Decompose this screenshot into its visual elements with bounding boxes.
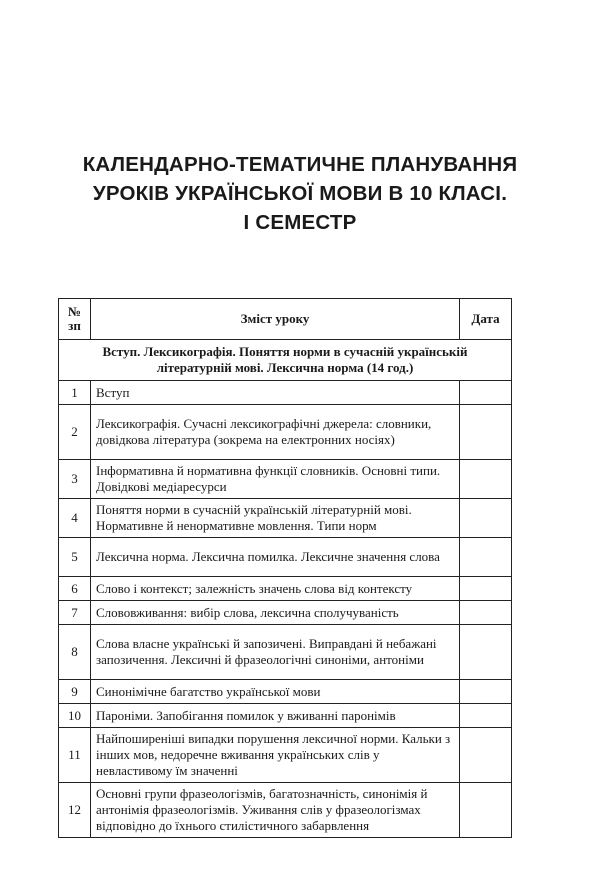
table-row (59, 460, 512, 499)
row-date (460, 381, 512, 405)
section-title: Вступ. Лексикографія. Поняття норми в сучасній українській літературній мові. Лексична норма (14 год.) (59, 340, 512, 381)
row-number: 7 (59, 601, 91, 625)
title-line-3: І СЕМЕСТР (243, 211, 357, 234)
table-row (59, 601, 512, 625)
row-number: 9 (59, 680, 91, 704)
table-row (59, 728, 512, 783)
table-row (59, 680, 512, 704)
row-content: Найпоширеніші випадки порушення лексичної норми. Кальки з інших мов, недоречне вживання українських слів у невластивому їм значенні (91, 728, 460, 783)
row-content: Лексична норма. Лексична помилка. Лексичне значення слова (91, 538, 460, 577)
title-line-1: КАЛЕНДАРНО-ТЕМАТИЧНЕ ПЛАНУВАННЯ (82, 153, 518, 176)
table-header-row (59, 299, 512, 340)
table-row (59, 577, 512, 601)
row-number: 10 (59, 704, 91, 728)
row-content: Слововживання: вибір слова, лексична сполучуваність (91, 601, 460, 625)
page-title (0, 150, 600, 237)
row-content: Інформативна й нормативна функції словників. Основні типи. Довідкові медіаресурси (91, 460, 460, 499)
row-number: 12 (59, 783, 91, 838)
table-row (59, 538, 512, 577)
title-line-2: УРОКІВ УКРАЇНСЬКОЇ МОВИ В 10 КЛАСІ. (92, 182, 508, 205)
lesson-plan-table (58, 298, 512, 838)
row-content: Синонімічне багатство української мови (91, 680, 460, 704)
header-content: Зміст уроку (91, 299, 460, 340)
row-date (460, 728, 512, 783)
row-number: 11 (59, 728, 91, 783)
row-date (460, 499, 512, 538)
row-date (460, 625, 512, 680)
section-row (59, 340, 512, 381)
row-number: 1 (59, 381, 91, 405)
row-number: 3 (59, 460, 91, 499)
row-content: Вступ (91, 381, 460, 405)
row-date (460, 538, 512, 577)
row-date (460, 704, 512, 728)
row-number: 4 (59, 499, 91, 538)
row-date (460, 577, 512, 601)
table-row (59, 783, 512, 838)
table-row (59, 499, 512, 538)
row-date (460, 601, 512, 625)
row-content: Лексикографія. Сучасні лексикографічні джерела: словники, довідкова література (зокрема на електронних носіях) (91, 405, 460, 460)
row-date (460, 783, 512, 838)
row-number: 6 (59, 577, 91, 601)
row-content: Поняття норми в сучасній українській літературній мові. Нормативне й ненормативне мовлення. Типи норм (91, 499, 460, 538)
row-content: Пароніми. Запобігання помилок у вживанні паронімів (91, 704, 460, 728)
row-content: Слово і контекст; залежність значень слова від контексту (91, 577, 460, 601)
header-date: Дата (460, 299, 512, 340)
table-row (59, 704, 512, 728)
row-number: 5 (59, 538, 91, 577)
row-date (460, 680, 512, 704)
row-date (460, 405, 512, 460)
table-row (59, 405, 512, 460)
table-row (59, 625, 512, 680)
row-content: Слова власне українські й запозичені. Виправдані й небажані запозичення. Лексичні й фразеологічні синоніми, антоніми (91, 625, 460, 680)
row-date (460, 460, 512, 499)
header-number: № зп (59, 299, 91, 340)
row-number: 8 (59, 625, 91, 680)
table-row (59, 381, 512, 405)
row-number: 2 (59, 405, 91, 460)
row-content: Основні групи фразеологізмів, багатозначність, синонімія й антонімія фразеологізмів. Уживання слів у фразеологізмах відповідно до їхнього стилістичного забарвлення (91, 783, 460, 838)
